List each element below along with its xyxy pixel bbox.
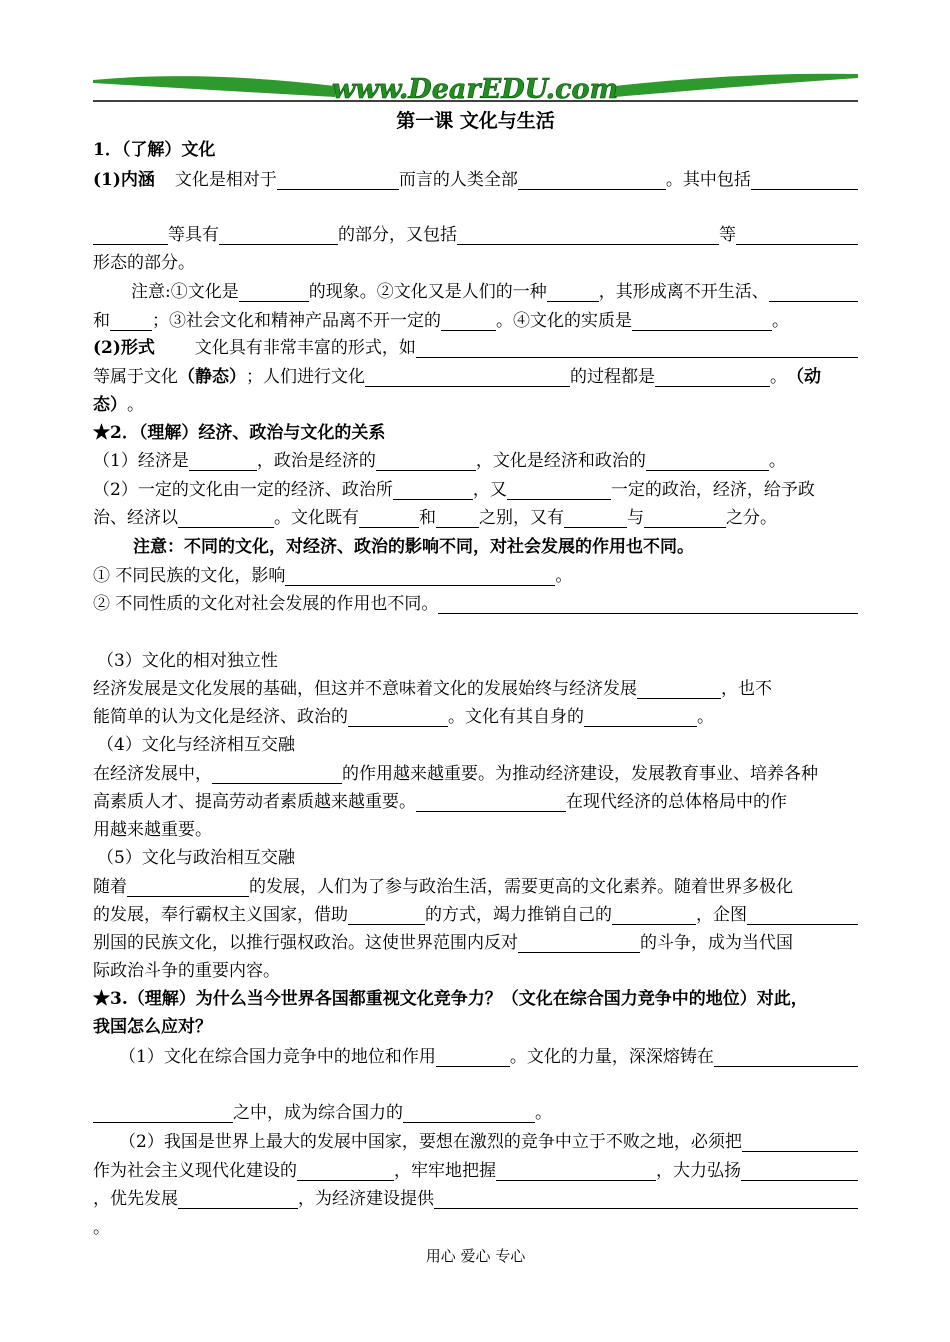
blank: [632, 312, 772, 331]
text: 等具有: [168, 225, 219, 245]
blank: [518, 171, 666, 190]
blank: [518, 934, 640, 953]
text: （1）经济是: [93, 451, 189, 471]
site-logo: [0, 0, 950, 110]
line-10: [93, 478, 858, 502]
label-form: (2)形式: [93, 338, 155, 358]
text: （2）我国是世界上最大的发展中国家，要想在激烈的竞争中立于不败之地，必须把: [119, 1132, 742, 1152]
text-dynamic-end: 态）: [93, 395, 127, 415]
blank: [436, 1048, 510, 1067]
line-11: [93, 506, 858, 530]
line-29: [93, 1130, 858, 1154]
text: 的斗争，成为当代国: [640, 933, 793, 953]
text: 。: [93, 1218, 110, 1238]
text: 。: [555, 566, 573, 586]
blank: [769, 283, 858, 302]
page-title: 第一课 文化与生活: [396, 110, 555, 132]
text: 之别，又有: [479, 508, 564, 528]
text: 。: [127, 395, 144, 415]
section-1-heading: 1．（了解）文化: [93, 140, 216, 160]
blank: [438, 595, 858, 614]
line-31: [93, 1187, 858, 1211]
blank: [547, 283, 599, 302]
section-2-heading: ★2．（理解）经济、政治与文化的关系: [93, 423, 386, 443]
text: （1）文化在综合国力竞争中的地位和作用: [119, 1047, 436, 1067]
blank: [436, 509, 479, 528]
logo-text: www.DearEDU.com: [331, 74, 619, 105]
text: 和: [93, 311, 110, 331]
line-2: [93, 223, 858, 247]
line-21: [93, 818, 858, 842]
blank: [297, 1162, 394, 1181]
blank: [212, 765, 342, 784]
blank: [110, 312, 152, 331]
blank: [416, 793, 566, 812]
line-14: [93, 592, 858, 616]
blank: [277, 171, 399, 190]
text: 的发展，人们为了参与政治生活，需要更高的文化素养。随着世界多极化: [249, 877, 793, 897]
text: 能简单的认为文化是经济、政治的: [93, 707, 348, 727]
blank: [239, 283, 309, 302]
text: 用越来越重要。: [93, 820, 212, 840]
text: 的方式，竭力推销自己的: [425, 905, 612, 925]
text: 文化是相对于: [174, 170, 277, 190]
text: ① 不同民族的文化，影响: [93, 566, 286, 586]
text: 别国的民族文化，以推行强权政治。这使世界范围内反对: [93, 933, 518, 953]
text: ，优先发展: [93, 1189, 178, 1209]
line-8: [93, 393, 858, 417]
blank: [178, 509, 274, 528]
text: ，大力弘扬: [656, 1161, 741, 1181]
text: 在现代经济的总体格局中的作: [566, 792, 787, 812]
line-15: [93, 649, 858, 673]
text: ，为经济建设提供: [298, 1189, 434, 1209]
blank: [612, 906, 696, 925]
text: 。④文化的实质是: [496, 311, 632, 331]
line-23: [93, 875, 858, 899]
text: 等: [719, 225, 736, 245]
line-26: [93, 959, 858, 983]
text: 。其中包括: [665, 170, 751, 190]
text: （4）文化与经济相互交融: [97, 735, 295, 755]
line-16: [93, 677, 858, 701]
text: 经济发展是文化发展的基础，但这并不意味着文化的发展始终与经济发展: [93, 679, 637, 699]
blank: [496, 1162, 656, 1181]
text: 的现象。②文化又是人们的一种: [308, 282, 547, 302]
blank: [219, 226, 338, 245]
blank: [564, 509, 627, 528]
line-1: [93, 168, 858, 192]
line-32: [93, 1216, 858, 1240]
text: ② 不同性质的文化对社会发展的作用也不同。: [93, 594, 439, 614]
line-25: [93, 931, 858, 955]
label-connotation: (1)内涵: [93, 170, 155, 190]
line-22: [93, 846, 858, 870]
section-3-heading-cont: 我国怎么应对？: [93, 1017, 212, 1037]
blank: [434, 1190, 858, 1209]
text: 际政治斗争的重要内容。: [93, 961, 280, 981]
text: 的作用越来越重要。为推动经济建设，发展教育事业、培养各种: [342, 764, 818, 784]
text-dynamic: （动: [787, 367, 821, 387]
blank: [646, 452, 769, 471]
line-27: [93, 1045, 858, 1069]
text: 和: [419, 508, 436, 528]
text: 。: [772, 311, 789, 331]
line-13: [93, 564, 858, 588]
text: 的发展，奉行霸权主义国家，借助: [93, 905, 348, 925]
line-12-note: [93, 535, 858, 559]
blank: [747, 906, 858, 925]
text: 一定的政治，经济，给予政: [610, 480, 815, 500]
text-static: （静态）: [178, 367, 246, 387]
line-3: [93, 251, 858, 275]
text: ；③社会文化和精神产品离不开一定的: [152, 311, 441, 331]
text: 的过程都是: [570, 367, 655, 387]
text: 治、经济以: [93, 508, 178, 528]
line-9: [93, 449, 858, 473]
line-4: [93, 280, 858, 304]
blank: [403, 1104, 535, 1123]
logo-left-swoosh: [93, 76, 335, 97]
line-30: [93, 1159, 858, 1183]
line-6: [93, 336, 858, 360]
text: ；人们进行文化: [246, 367, 365, 387]
text: ，牢牢地把握: [394, 1161, 496, 1181]
text: 。: [697, 707, 714, 727]
blank: [637, 680, 721, 699]
blank: [441, 312, 496, 331]
blank: [457, 226, 719, 245]
text: 随着: [93, 877, 127, 897]
text: 而言的人类全部: [398, 170, 518, 190]
blank: [376, 452, 476, 471]
text: 等属于文化: [93, 367, 178, 387]
blank: [584, 708, 697, 727]
text: ，又: [472, 480, 507, 500]
text: 注意:①文化是: [131, 282, 239, 302]
text: ，企图: [696, 905, 747, 925]
blank: [741, 1162, 858, 1181]
text: ，其形成离不开生活、: [598, 282, 769, 302]
text: 。文化既有: [274, 508, 359, 528]
line-7: [93, 365, 858, 389]
blank: [178, 1190, 298, 1209]
blank: [736, 226, 858, 245]
text: 在经济发展中，: [93, 764, 212, 784]
blank: [348, 708, 448, 727]
text: 。: [770, 367, 787, 387]
line-19: [93, 762, 858, 786]
blank: [742, 1133, 858, 1152]
blank: [714, 1048, 858, 1067]
line-24: [93, 903, 858, 927]
blank: [189, 452, 257, 471]
text: ，也不: [721, 679, 772, 699]
text: 与: [627, 508, 644, 528]
text: 。文化有其自身的: [448, 707, 584, 727]
note-text: 注意：不同的文化，对经济、政治的影响不同，对社会发展的作用也不同。: [133, 537, 694, 557]
line-18: [93, 733, 858, 757]
blank: [393, 481, 473, 500]
section-3-heading: ★3.（理解）为什么当今世界各国都重视文化竞争力？（文化在综合国力竞争中的地位）对此，: [93, 989, 808, 1009]
line-5: [93, 309, 858, 333]
blank: [93, 1104, 233, 1123]
text: 作为社会主义现代化建设的: [93, 1161, 297, 1181]
line-20: [93, 790, 858, 814]
text: 之中，成为综合国力的: [233, 1103, 403, 1123]
text: 。: [535, 1103, 552, 1123]
text: 文化具有非常丰富的形式，如: [194, 338, 416, 358]
text: 之分。: [726, 508, 777, 528]
blank: [751, 171, 858, 190]
text: 形态的部分。: [93, 253, 195, 273]
blank: [365, 368, 570, 387]
text: ，文化是经济和政治的: [475, 451, 646, 471]
text: 。: [768, 451, 786, 471]
text: 高素质人才、提高劳动者素质越来越重要。: [93, 792, 416, 812]
blank: [285, 567, 555, 586]
text: ，政治是经济的: [256, 451, 376, 471]
text: 。文化的力量，深深熔铸在: [509, 1047, 714, 1067]
blank: [348, 906, 425, 925]
text: （3）文化的相对独立性: [97, 651, 278, 671]
text: （5）文化与政治相互交融: [97, 848, 295, 868]
text: 的部分，又包括: [338, 225, 457, 245]
page-footer: 用心 爱心 专心: [425, 1247, 526, 1265]
blank: [507, 481, 611, 500]
blank: [93, 226, 168, 245]
logo-right-swoosh: [615, 74, 858, 97]
blank: [416, 339, 858, 358]
text: （2）一定的文化由一定的经济、政治所: [93, 480, 393, 500]
line-17: [93, 705, 858, 729]
blank: [127, 878, 249, 897]
blank: [655, 368, 770, 387]
blank: [644, 509, 726, 528]
blank: [359, 509, 419, 528]
line-28: [93, 1101, 858, 1125]
